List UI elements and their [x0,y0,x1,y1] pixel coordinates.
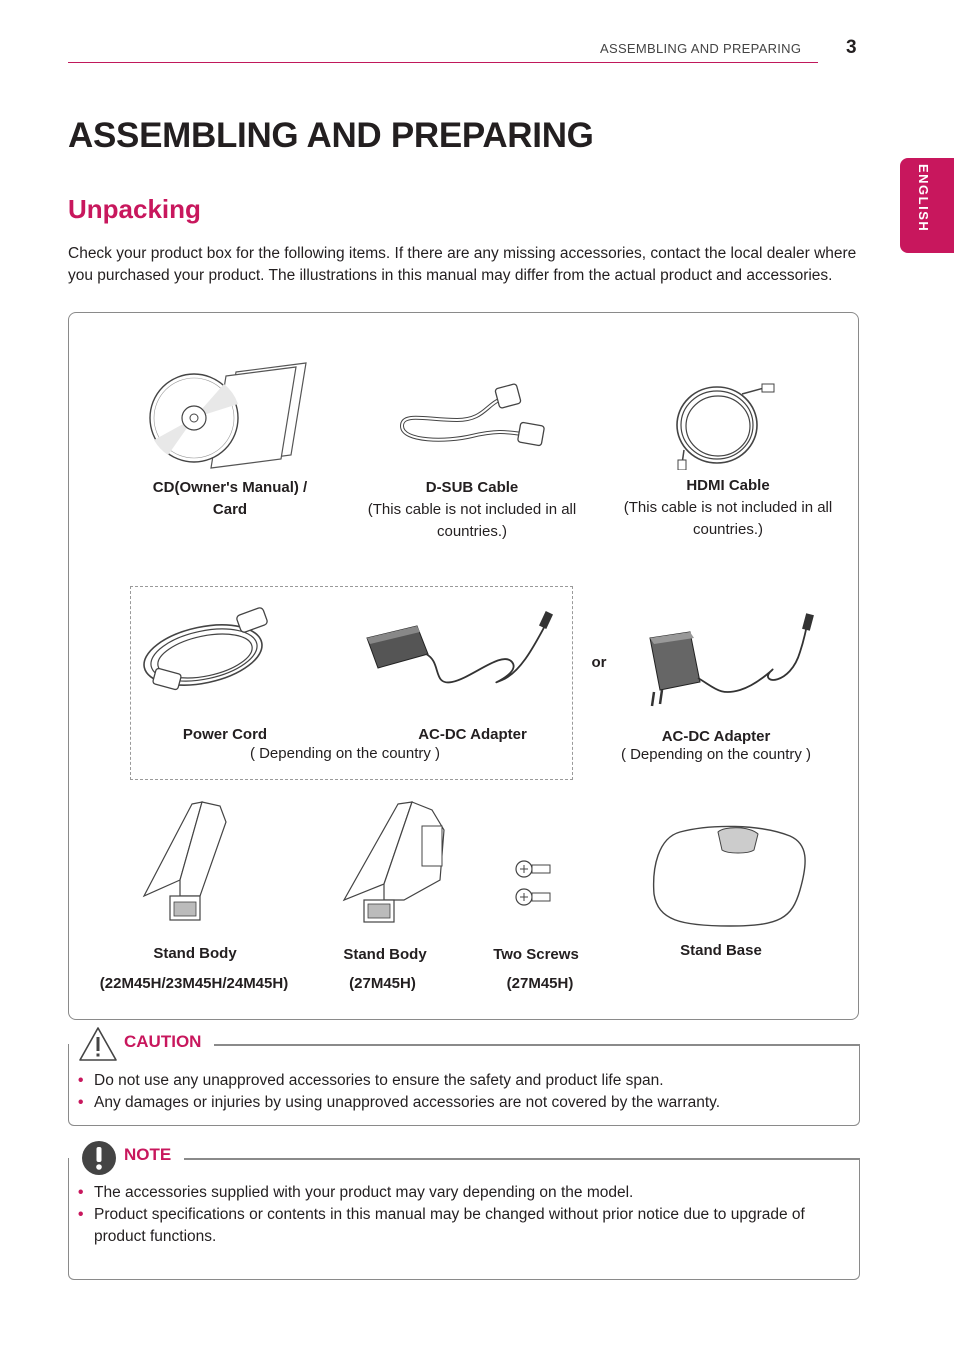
stand-base-icon [650,822,810,932]
language-tab [900,158,954,253]
dsub-note-line2: countries.) [436,523,508,540]
stand-body-a-name: Stand Body [153,945,237,962]
screws-name: Two Screws [493,946,579,963]
warning-triangle-icon [78,1026,118,1062]
cd-label [130,477,330,521]
stand-base-name: Stand Base [680,942,762,959]
exclamation-circle-icon [81,1140,117,1176]
power-cord-icon [138,605,283,695]
wall-adapter-icon [640,612,830,712]
or-label: or [591,654,607,671]
dsub-label [352,477,592,543]
page-title: ASSEMBLING AND PREPARING [68,116,594,155]
running-head: ASSEMBLING AND PREPARING [600,41,802,56]
note-top-rule [184,1158,860,1160]
caution-heading: CAUTION [124,1032,202,1051]
hdmi-name: HDMI Cable [686,477,770,494]
cd-name-line1: CD(Owner's Manual) / [152,479,308,496]
adapter-icon [362,610,562,695]
intro-paragraph: Check your product box for the following items. If there are any missing accessories, contact the local dealer where you purchased your product. The illustrations in this manual may differ from the actual product and accessories. [68,245,857,284]
stand-body-b-icon [340,800,455,925]
adapter2-label [600,727,832,763]
stand-body-b-model: (27M45H) [349,975,416,992]
caution-item: • Do not use any unapproved accessories to ensure the safety and product life span. [68,1070,858,1092]
caution-top-rule [214,1044,860,1046]
stand-body-icon [140,800,235,925]
dsub-note-line1: (This cable is not included in all [367,501,577,518]
power-cord-label: Power Cord [182,726,268,743]
stand-body-a-model: (22M45H/23M45H/24M45H) [99,975,289,992]
language-tab-label: ENGLISH [916,164,931,233]
note-heading: NOTE [124,1145,172,1164]
screw-icon [512,855,556,915]
dsub-name: D-SUB Cable [425,479,519,496]
section-title: Unpacking [68,194,201,224]
adapter1-label: AC-DC Adapter [418,726,527,743]
hdmi-cable-icon [672,380,782,470]
header-rule [68,62,818,63]
caution-item: • Any damages or injuries by using unapproved accessories are not covered by the warranty. [68,1092,858,1114]
hdmi-label [608,475,848,541]
cd-card-icon [146,360,311,470]
note-item: • Product specifications or contents in this manual may be changed without prior notice due to upgrade of product functions. [68,1204,848,1248]
dsub-cable-icon [397,380,552,452]
hdmi-note-line1: (This cable is not included in all [623,499,833,516]
caution-list [68,1070,858,1114]
adapter2-note: ( Depending on the country ) [620,746,812,763]
hdmi-note-line2: countries.) [692,521,764,538]
screws-model: (27M45H) [506,975,574,992]
note-item: • The accessories supplied with your product may vary depending on the model. [68,1182,848,1204]
page-number: 3 [846,37,857,58]
cd-name-line2: Card [212,501,248,518]
stand-body-b-name: Stand Body [343,946,427,963]
adapter2-name: AC-DC Adapter [661,728,771,745]
note-list [68,1182,848,1248]
group-note: ( Depending on the country ) [249,745,441,762]
